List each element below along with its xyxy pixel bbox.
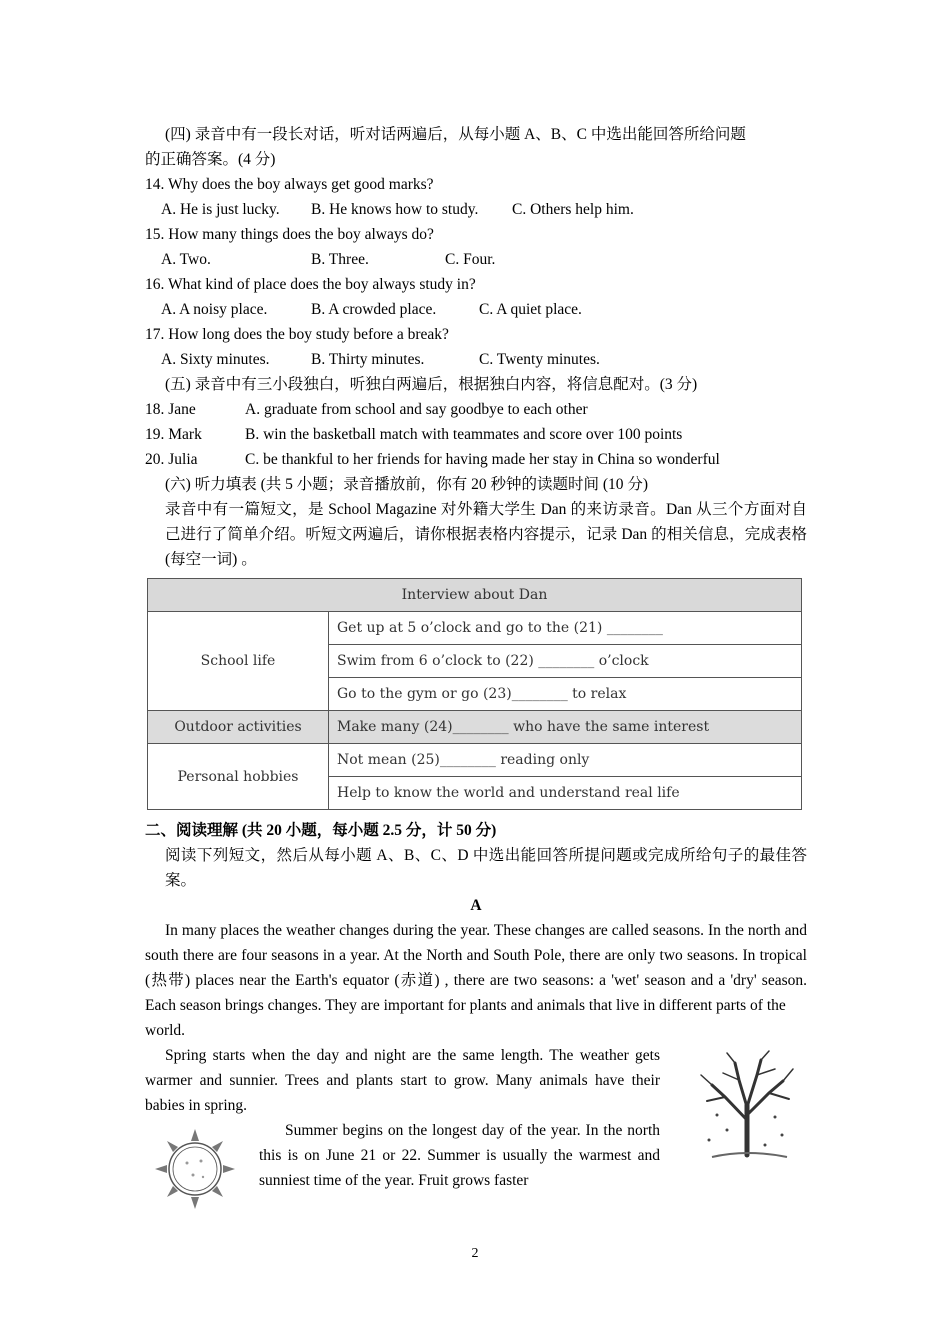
option-b: B. He knows how to study. — [311, 201, 479, 218]
match-item-19 — [145, 422, 807, 447]
question-text: 16. What kind of place does the boy always study in? — [145, 276, 476, 293]
option-c: C. Twenty minutes. — [479, 351, 600, 368]
category-outdoor: Outdoor activities — [148, 711, 329, 744]
option-a: A. Sixty minutes. — [161, 351, 270, 368]
paragraph-2-text: Spring starts when the day and night are the same length. The weather gets warmer and sunnier. Trees and plants start to grow. Many animals have their babies in spring. — [145, 1047, 660, 1114]
tree-icon — [687, 1045, 807, 1165]
section6-header: (六) 听力填表 (共 5 小题；录音播放前，你有 20 秒钟的读题时间 (10 分) — [165, 476, 649, 493]
paragraph-1-end: world. — [145, 1022, 186, 1039]
table-cell: Make many (24)________ who have the same interest — [329, 711, 802, 744]
table-row — [148, 711, 802, 744]
table-row — [148, 744, 802, 777]
match-right: A. graduate from school and say goodbye to each other — [245, 401, 588, 418]
page-content — [145, 122, 807, 1218]
match-right: C. be thankful to her friends for having made her stay in China so wonderful — [245, 451, 720, 468]
question-text: 14. Why does the boy always get good marks? — [145, 176, 434, 193]
paragraph-2 — [145, 1043, 660, 1118]
option-a: A. He is just lucky. — [161, 201, 280, 218]
sun-icon — [145, 1121, 245, 1217]
question-17 — [145, 322, 807, 372]
question-text: 17. How long does the boy study before a break? — [145, 326, 449, 343]
match-left: 18. Jane — [145, 401, 196, 418]
option-c: C. A quiet place. — [479, 301, 582, 318]
passage-with-images — [145, 1043, 807, 1218]
option-b: B. Thirty minutes. — [311, 351, 425, 368]
interview-table-wrap — [145, 578, 807, 810]
option-c: C. Others help him. — [512, 201, 634, 218]
match-left: 19. Mark — [145, 426, 202, 443]
section6-intro — [145, 497, 807, 572]
page-number: 2 — [471, 1246, 479, 1261]
match-left: 20. Julia — [145, 451, 198, 468]
question-15 — [145, 222, 807, 272]
table-cell: Not mean (25)________ reading only — [329, 744, 802, 777]
table-cell: Help to know the world and understand real life — [329, 777, 802, 810]
option-a: A. A noisy place. — [161, 301, 268, 318]
interview-table — [147, 578, 802, 810]
passage-label: A — [470, 897, 482, 914]
category-school-life: School life — [148, 612, 329, 711]
table-cell: Get up at 5 o’clock and go to the (21) ________ — [329, 612, 802, 645]
options — [145, 197, 807, 222]
paragraph-1-text: In many places the weather changes during the year. These changes are called seasons. In the north and south there are four seasons in a year. At the North and South Pole, there are only two seasons. In tropical (热带) places near the Earth's equator (赤道) , there are two seasons: a 'wet' season and a 'dry' season. Each season brings changes. They are important for plants and animals that live in different parts of the — [145, 922, 807, 1014]
table-cell: Swim from 6 o’clock to (22) ________ o’clock — [329, 645, 802, 678]
section4-header: (四) 录音中有一段长对话，听对话两遍后，从每小题 A、B、C 中选出能回答所给问题 — [165, 126, 746, 143]
category-hobbies: Personal hobbies — [148, 744, 329, 810]
paragraph-3-text: Summer begins on the longest day of the year. In the north this is on June 21 or 22. Summer is usually the warmest and sunniest time of the year. Fruit grows faster — [259, 1122, 660, 1189]
options — [145, 347, 807, 372]
table-cell: Go to the gym or go (23)________ to relax — [329, 678, 802, 711]
table-row — [148, 612, 802, 645]
options — [145, 247, 807, 272]
paragraph-1 — [145, 918, 807, 1018]
part2-instruction-text: 阅读下列短文，然后从每小题 A、B、C、D 中选出能回答所提问题或完成所给句子的最佳答案。 — [165, 847, 807, 889]
paragraph-3 — [259, 1118, 660, 1193]
section5-header: (五) 录音中有三小段独白，听独白两遍后，根据独白内容，将信息配对。(3 分) — [165, 376, 698, 393]
match-right: B. win the basketball match with teammates and score over 100 points — [245, 426, 683, 443]
option-c: C. Four. — [445, 251, 496, 268]
option-b: B. Three. — [311, 251, 369, 268]
option-a: A. Two. — [161, 251, 211, 268]
match-item-20 — [145, 447, 807, 472]
question-16 — [145, 272, 807, 322]
match-item-18 — [145, 397, 807, 422]
part2-instruction — [145, 843, 807, 893]
section4-header-cont: 的正确答案。(4 分) — [145, 151, 276, 168]
section6-intro-text: 录音中有一篇短文，是 School Magazine 对外籍大学生 Dan 的来访录音。Dan 从三个方面对自己进行了简单介绍。听短文两遍后，请你根据表格内容提示，记录 Dan 的相关信息，完成表格 (每空一词) 。 — [165, 501, 807, 568]
options — [145, 297, 807, 322]
part2-header: 二、阅读理解 (共 20 小题，每小题 2.5 分，计 50 分) — [145, 822, 497, 839]
table-title: Interview about Dan — [148, 579, 802, 612]
option-b: B. A crowded place. — [311, 301, 437, 318]
question-text: 15. How many things does the boy always do? — [145, 226, 434, 243]
question-14 — [145, 172, 807, 222]
